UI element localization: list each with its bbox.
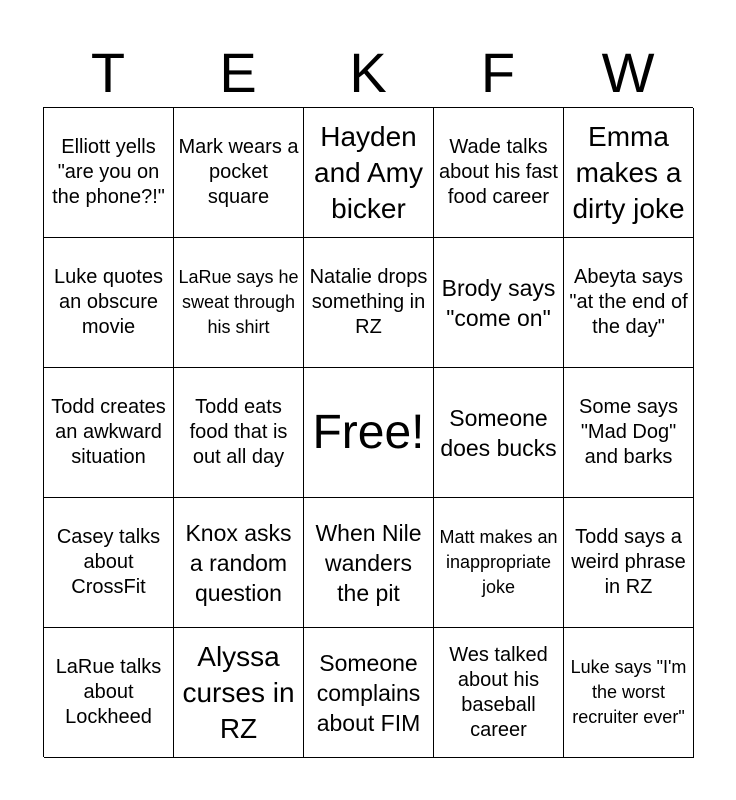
bingo-cell-r4c1[interactable] — [44, 498, 174, 628]
bingo-cell-r5c3[interactable] — [304, 628, 434, 758]
bingo-cell-r4c4[interactable] — [434, 498, 564, 628]
cell-text: Mark wears a pocket square — [178, 136, 299, 208]
cell-text: Hayden and Amy bicker — [314, 120, 423, 224]
cell-text: Casey talks about CrossFit — [56, 526, 161, 598]
bingo-cell-r5c4[interactable] — [434, 628, 564, 758]
bingo-cell-r2c4[interactable] — [434, 238, 564, 368]
cell-text: Knox asks a random question — [185, 519, 292, 606]
header-letter-k: K — [349, 41, 387, 104]
cell-text: Someone complains about FIM — [316, 649, 421, 736]
bingo-cell-r4c2[interactable] — [174, 498, 304, 628]
bingo-cell-r3c5[interactable] — [564, 368, 694, 498]
cell-text: Wade talks about his fast food career — [439, 136, 558, 208]
cell-text: LaRue talks about Lockheed — [55, 656, 162, 728]
bingo-cell-r2c3[interactable] — [304, 238, 434, 368]
cell-text: Emma makes a dirty joke — [572, 120, 685, 224]
bingo-cell-r5c5[interactable] — [564, 628, 694, 758]
bingo-cell-r4c5[interactable] — [564, 498, 694, 628]
cell-text: Elliott yells "are you on the phone?!" — [52, 136, 165, 208]
bingo-cell-r1c3[interactable] — [304, 108, 434, 238]
cell-text: Wes talked about his baseball career — [449, 643, 548, 741]
cell-text: Natalie drops something in RZ — [309, 266, 428, 338]
bingo-cell-r4c3[interactable] — [304, 498, 434, 628]
bingo-cell-r5c1[interactable] — [44, 628, 174, 758]
header-letter-w: W — [601, 41, 655, 104]
cell-text: Todd creates an awkward situation — [51, 396, 166, 468]
cell-text: Someone does bucks — [440, 404, 557, 461]
bingo-cell-r2c1[interactable] — [44, 238, 174, 368]
bingo-board — [43, 107, 693, 757]
cell-text: Alyssa curses in RZ — [182, 640, 295, 744]
bingo-cell-r3c1[interactable] — [44, 368, 174, 498]
bingo-cell-r1c1[interactable] — [44, 108, 174, 238]
bingo-cell-r1c5[interactable] — [564, 108, 694, 238]
bingo-cell-r3c4[interactable] — [434, 368, 564, 498]
bingo-cell-r1c4[interactable] — [434, 108, 564, 238]
bingo-cell-r3c2[interactable] — [174, 368, 304, 498]
cell-text: Matt makes an inappropriate joke — [439, 527, 558, 597]
bingo-header — [43, 40, 693, 106]
bingo-cell-free[interactable] — [304, 368, 434, 498]
cell-text: Abeyta says "at the end of the day" — [569, 266, 688, 338]
header-letter-e: E — [219, 41, 257, 104]
cell-text: Todd says a weird phrase in RZ — [571, 526, 686, 598]
cell-text: LaRue says he sweat through his shirt — [178, 267, 299, 337]
cell-text: Some says "Mad Dog" and barks — [579, 396, 678, 468]
cell-text: Brody says "come on" — [441, 274, 556, 331]
free-space-text: Free! — [312, 405, 425, 459]
bingo-cell-r2c5[interactable] — [564, 238, 694, 368]
bingo-cell-r5c2[interactable] — [174, 628, 304, 758]
cell-text: Luke says "I'm the worst recruiter ever" — [570, 657, 687, 727]
cell-text: Luke quotes an obscure movie — [54, 266, 163, 338]
cell-text: When Nile wanders the pit — [315, 519, 422, 606]
bingo-cell-r1c2[interactable] — [174, 108, 304, 238]
header-letter-f: F — [480, 41, 516, 104]
cell-text: Todd eats food that is out all day — [189, 396, 288, 468]
bingo-cell-r2c2[interactable] — [174, 238, 304, 368]
header-letter-t: T — [90, 41, 126, 104]
